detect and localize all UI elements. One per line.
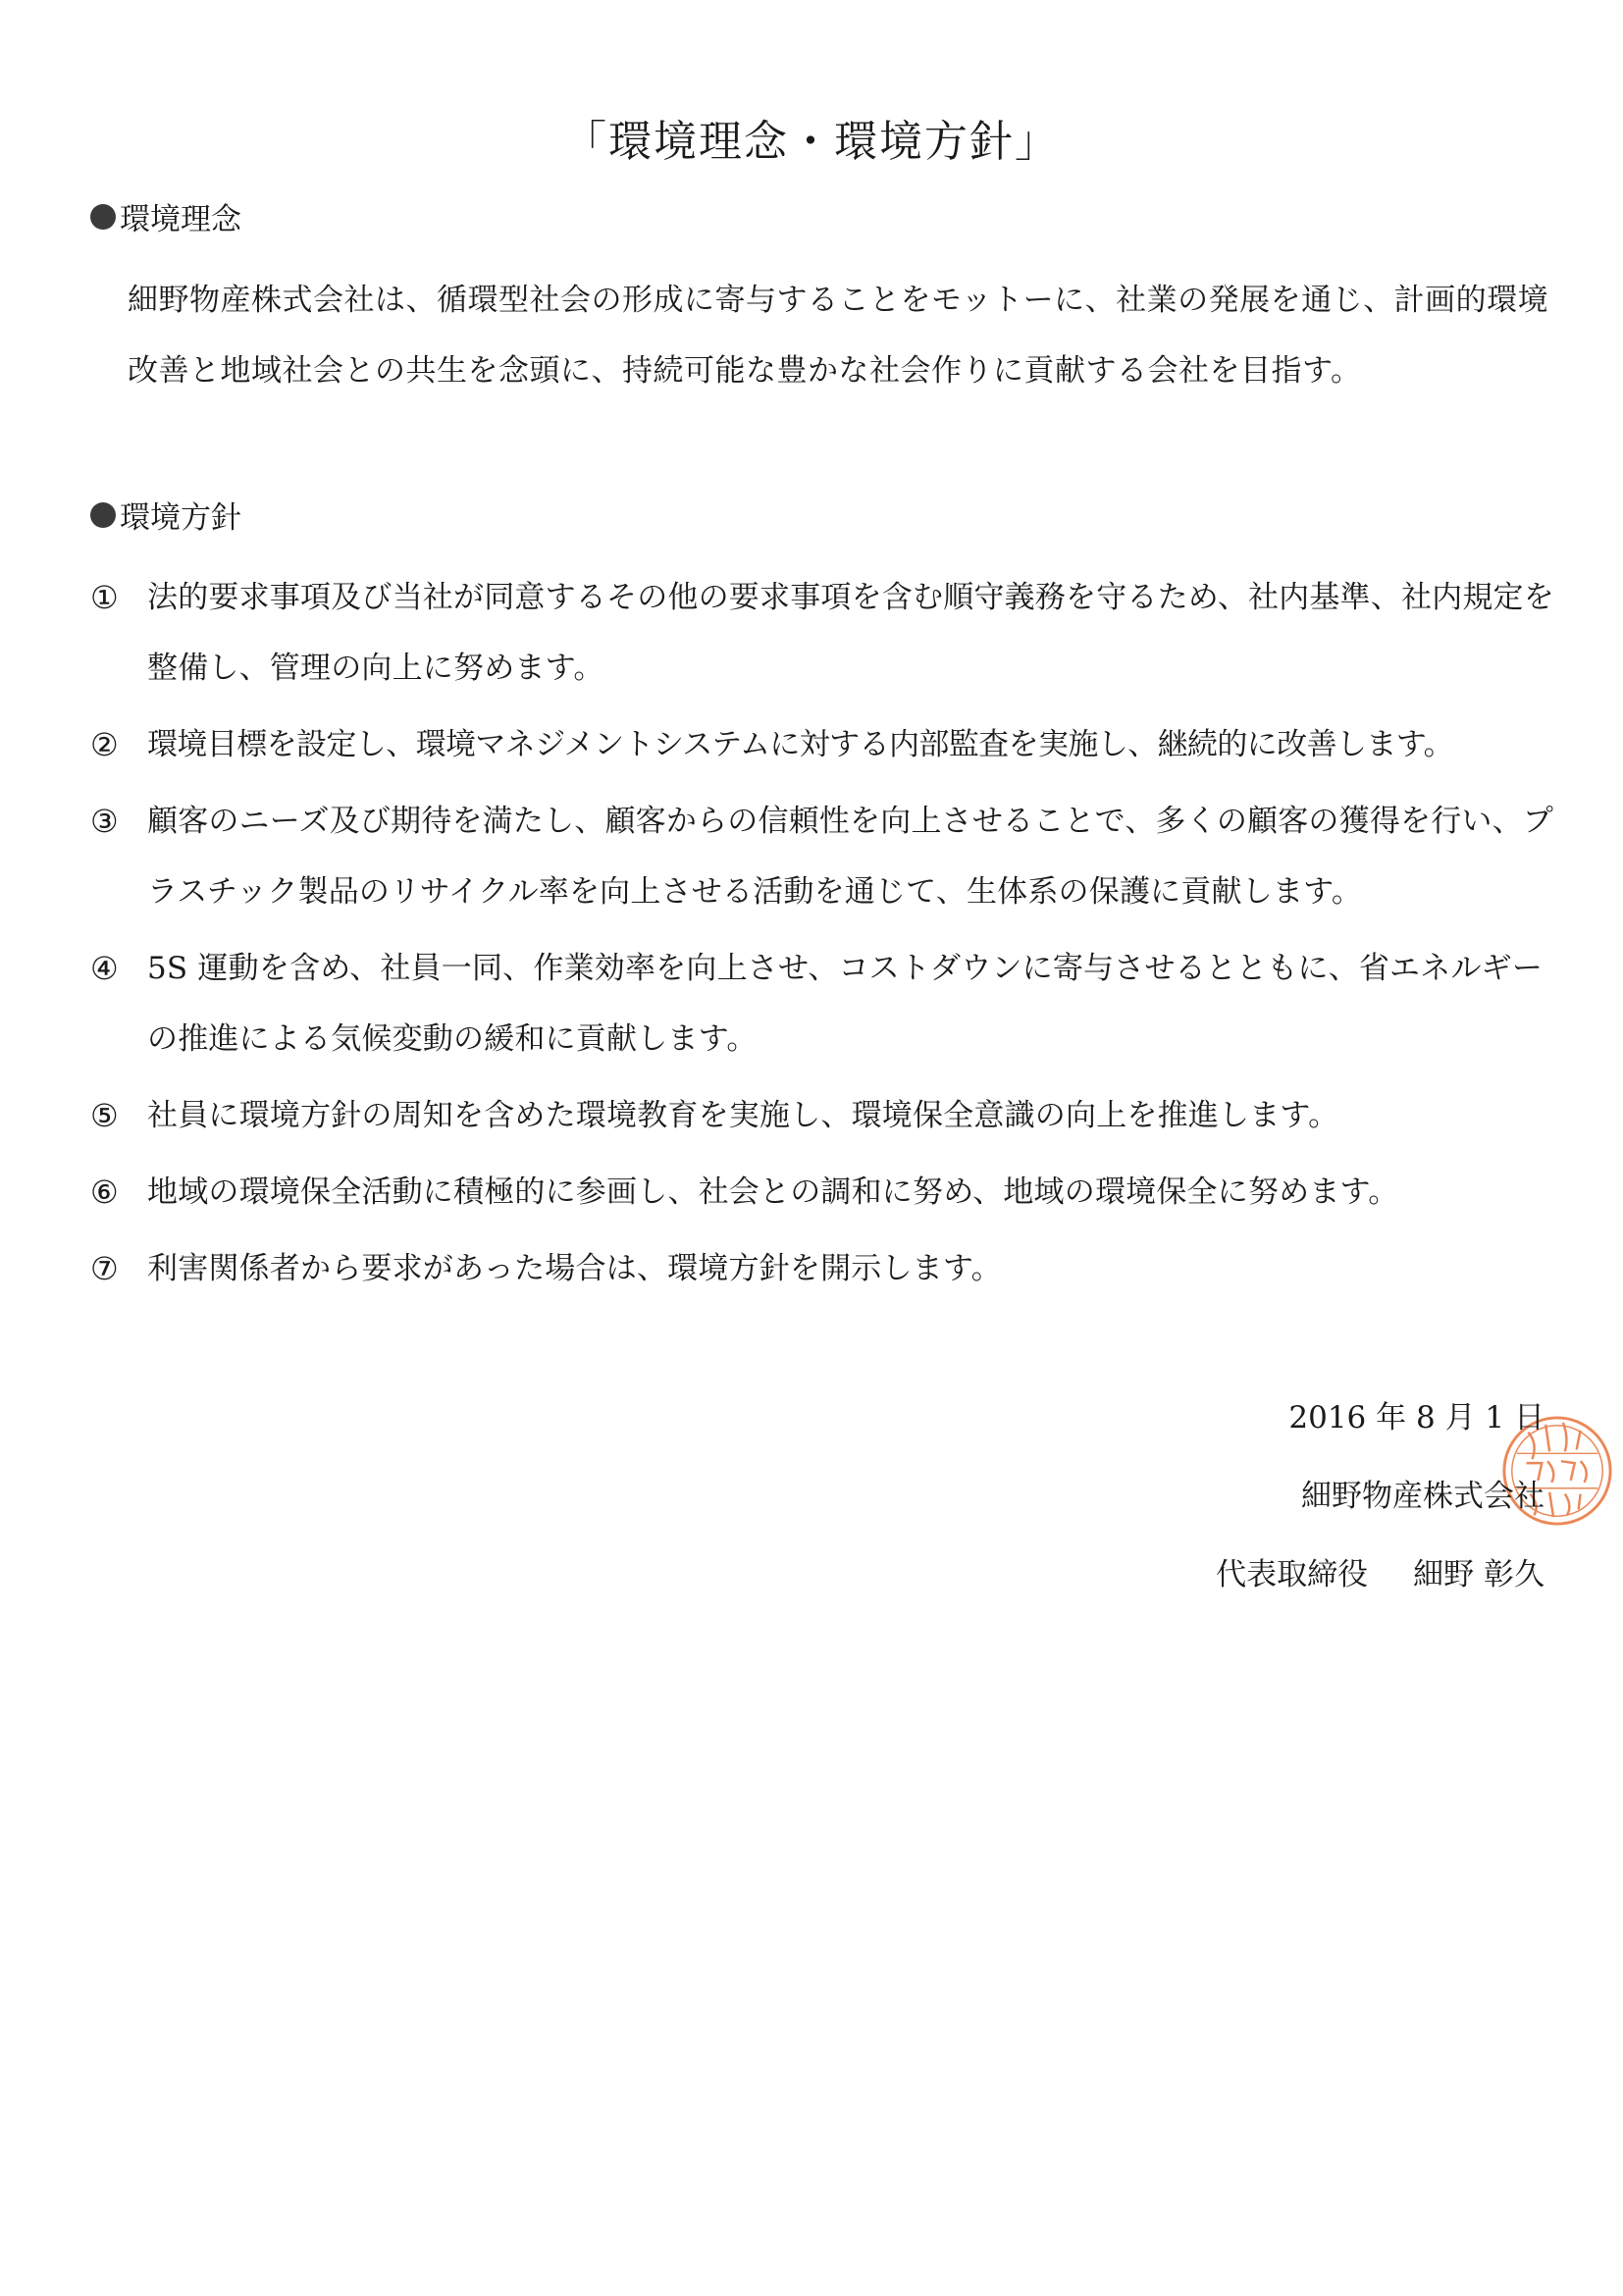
policy-text: 5S 運動を含め、社員一同、作業効率を向上させ、コストダウンに寄与させるとともに、省エネルギーの推進による気候変動の緩和に貢献します。	[147, 951, 1544, 1057]
philosophy-heading-label: 環境理念	[120, 202, 241, 237]
policy-number: ②	[90, 726, 119, 763]
policy-item	[90, 562, 1562, 704]
policy-text: 地域の環境保全活動に積極的に参画し、社会との調和に努め、地域の環境保全に努めます。	[147, 1174, 1399, 1210]
policy-text: 社員に環境方針の周知を含めた環境教育を実施し、環境保全意識の向上を推進します。	[147, 1098, 1339, 1133]
policy-number: ⑤	[90, 1097, 119, 1134]
policy-number: ⑦	[90, 1250, 119, 1287]
bullet-icon	[90, 204, 116, 230]
policy-list	[90, 562, 1562, 1310]
signature-representative	[1216, 1536, 1544, 1614]
signature-block	[1216, 1379, 1544, 1614]
policy-number: ⑥	[90, 1174, 119, 1211]
policy-item	[90, 709, 1562, 780]
policy-heading	[90, 493, 241, 537]
bullet-icon	[90, 502, 116, 528]
signature-name: 細野 彰久	[1413, 1557, 1544, 1592]
signature-date: 2016 年 8 月 1 日	[1288, 1400, 1544, 1435]
signature-title: 代表取締役	[1216, 1557, 1369, 1592]
document-title: 「環境理念・環境方針」	[563, 117, 1060, 167]
policy-text: 顧客のニーズ及び期待を満たし、顧客からの信頼性を向上させることで、多くの顧客の獲得を行い、プラスチック製品のリサイクル率を向上させる活動を通じて、生体系の保護に貢献します。	[147, 804, 1554, 910]
signature-company: 細野物産株式会社	[1301, 1479, 1544, 1514]
policy-item	[90, 786, 1562, 927]
policy-text: 法的要求事項及び当社が同意するその他の要求事項を含む順守義務を守るため、社内基準、社内規定を整備し、管理の向上に努めます。	[147, 580, 1554, 686]
policy-number: ①	[90, 579, 119, 616]
policy-number: ③	[90, 803, 119, 840]
policy-text: 利害関係者から要求があった場合は、環境方針を開示します。	[147, 1251, 1002, 1286]
philosophy-heading	[90, 194, 241, 238]
policy-item	[90, 1080, 1562, 1151]
policy-number: ④	[90, 950, 119, 987]
policy-item	[90, 1157, 1562, 1227]
philosophy-body: 細野物産株式会社は、循環型社会の形成に寄与することをモットーに、社業の発展を通じ、計画的環境改善と地域社会との共生を念頭に、持続可能な豊かな社会作りに貢献する会社を目指す。	[128, 283, 1549, 389]
policy-text: 環境目標を設定し、環境マネジメントシステムに対する内部監査を実施し、継続的に改善します。	[147, 727, 1454, 762]
policy-item	[90, 933, 1562, 1074]
policy-heading-label: 環境方針	[120, 500, 241, 536]
policy-item	[90, 1233, 1562, 1304]
